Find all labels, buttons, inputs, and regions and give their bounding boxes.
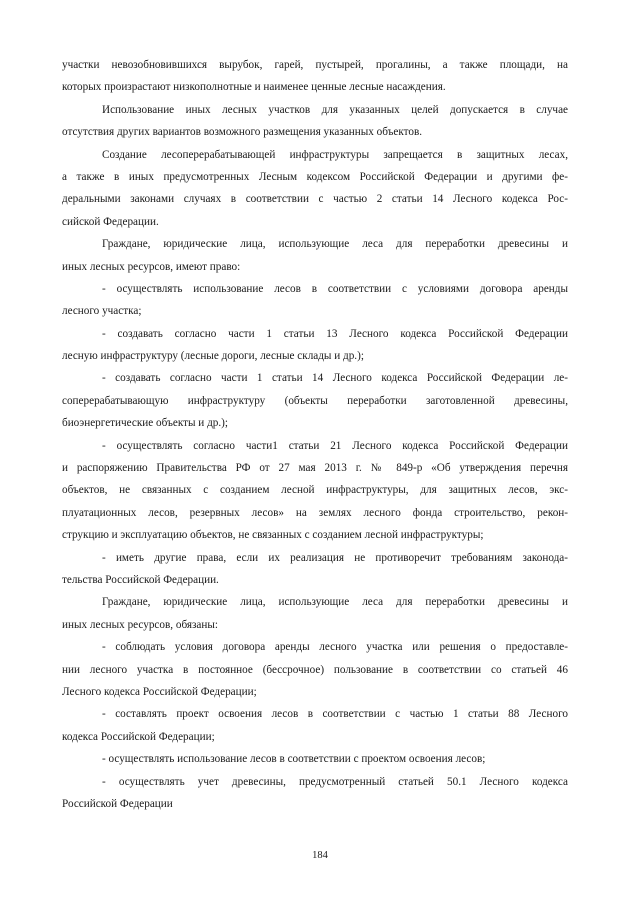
text-line: плуатационных лесов, резервных лесов» на землях лесного фонда строительство, рекон- [62, 506, 568, 519]
text-line: иных лесных ресурсов, имеют право: [62, 260, 241, 273]
text-line: Создание лесоперерабатывающей инфраструктуры запрещается в защитных лесах, [102, 148, 568, 161]
text-line: - осуществлять учет древесины, предусмотренный статьей 50.1 Лесного кодекса [102, 775, 568, 788]
text-line: лесную инфраструктуру (лесные дороги, лесные склады и др.); [62, 350, 364, 363]
text-line: нии лесного участка в постоянное (бессрочное) пользование в соответствии со статьей 46 [62, 663, 568, 676]
text-line: кодекса Российской Федерации; [62, 730, 215, 743]
text-line: которых произрастают низкополнотные и наименее ценные лесные насаждения. [62, 81, 446, 94]
text-line: - осуществлять использование лесов в соответствии с проектом освоения лесов; [102, 753, 486, 766]
text-line: струкцию и эксплуатацию объектов, не связанных с созданием лесной инфраструктуры; [62, 529, 484, 542]
text-line: - составлять проект освоения лесов в соответствии с частью 1 статьи 88 Лесного [102, 708, 568, 721]
text-line: Лесного кодекса Российской Федерации; [62, 685, 257, 698]
text-line: объектов, не связанных с созданием лесной инфраструктуры, для защитных лесов, экс- [62, 484, 568, 497]
page-number: 184 [312, 850, 328, 861]
text-line: - создавать согласно части 1 статьи 14 Лесного кодекса Российской Федерации ле- [102, 372, 568, 385]
text-line: Граждане, юридические лица, использующие леса для переработки древесины и [102, 596, 568, 609]
text-line: тельства Российской Федерации. [62, 573, 219, 586]
text-line: а также в иных предусмотренных Лесным кодексом Российской Федерации и другими фе- [62, 170, 568, 183]
text-line: биоэнергетические объекты и др.); [62, 417, 229, 430]
text-line: Граждане, юридические лица, использующие леса для переработки древесины и [102, 238, 568, 251]
text-line: - иметь другие права, если их реализация не противоречит требованиям законода- [102, 551, 568, 564]
text-line: Российской Федерации [62, 797, 173, 810]
text-line: соперерабатывающую инфраструктуру (объекты переработки заготовленной древесины, [62, 394, 568, 407]
text-line: сийской Федерации. [62, 215, 159, 228]
text-line: - создавать согласно части 1 статьи 13 Лесного кодекса Российской Федерации [102, 327, 568, 340]
body-text [62, 54, 568, 815]
text-line: Использование иных лесных участков для указанных целей допускается в случае [102, 103, 568, 116]
text-line: лесного участка; [62, 305, 142, 318]
text-line: - соблюдать условия договора аренды лесного участка или решения о предоставле- [102, 641, 568, 654]
text-line: - осуществлять использование лесов в соответствии с условиями договора аренды [102, 282, 568, 295]
text-line: участки невозобновившихся вырубок, гарей, пустырей, прогалины, а также площади, на [62, 59, 568, 71]
text-line: и распоряжению Правительства РФ от 27 мая 2013 г. № 849-р «Об утверждения перечня [62, 462, 568, 475]
text-line: отсутствия других вариантов возможного размещения указанных объектов. [62, 126, 423, 139]
text-line: иных лесных ресурсов, обязаны: [62, 618, 218, 631]
text-line: деральными законами случаях в соответствии с частью 2 статьи 14 Лесного кодекса Рос- [62, 193, 568, 206]
text-line: - осуществлять согласно части1 статьи 21 Лесного кодекса Российской Федерации [102, 439, 568, 452]
